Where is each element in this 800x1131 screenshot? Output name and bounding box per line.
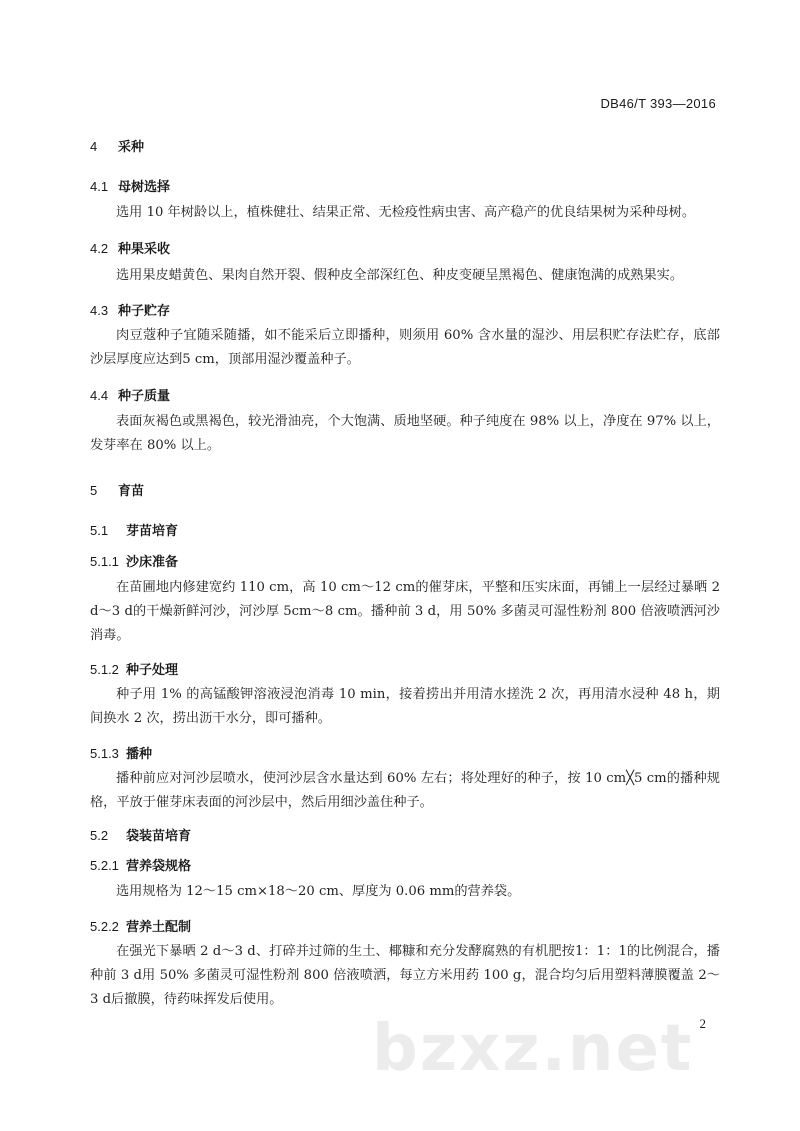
section-4-2-text: 选用果皮蜡黄色、果肉自然开裂、假种皮全部深红色、种皮变硬呈黑褐色、健康饱满的成熟果实。 xyxy=(116,268,684,283)
section-number: 5 xyxy=(90,483,98,498)
section-5-1-2-heading xyxy=(90,659,178,678)
section-5-2-heading xyxy=(90,825,191,844)
page-number: 2 xyxy=(699,1016,706,1031)
section-title: 种果采收 xyxy=(118,242,171,257)
section-number: 5.1.3 xyxy=(90,746,119,761)
section-title: 育苗 xyxy=(118,484,145,499)
section-5-2-2-heading xyxy=(90,916,191,935)
section-title: 播种 xyxy=(126,747,153,762)
section-4-4-heading xyxy=(90,385,170,404)
section-5-1-1-heading xyxy=(90,551,178,570)
section-number: 4 xyxy=(90,139,98,154)
section-4-1-heading xyxy=(90,176,170,195)
section-4-2-heading xyxy=(90,238,170,257)
section-5-2-1-text: 选用规格为 12～15 cm×18～20 cm、厚度为 0.06 mm的营养袋。 xyxy=(116,884,521,899)
section-title: 种子质量 xyxy=(118,389,171,404)
section-number: 5.2.1 xyxy=(90,858,119,873)
section-title: 采种 xyxy=(118,140,145,155)
section-title: 沙床准备 xyxy=(126,555,179,570)
section-number: 5.2 xyxy=(90,828,109,843)
section-title: 种子贮存 xyxy=(118,304,171,319)
section-title: 营养土配制 xyxy=(126,920,192,935)
section-title: 营养袋规格 xyxy=(126,859,192,874)
section-title: 袋装苗培育 xyxy=(126,829,192,844)
section-title: 种子处理 xyxy=(126,663,179,678)
section-number: 5.1.1 xyxy=(90,554,119,569)
document-code: DB46/T 393—2016 xyxy=(600,96,716,111)
section-number: 5.1 xyxy=(90,523,109,538)
section-number: 4.1 xyxy=(90,179,109,194)
section-5-1-heading xyxy=(90,520,178,539)
section-5-2-1-heading xyxy=(90,855,191,874)
section-5-heading xyxy=(90,480,144,499)
section-4-3-text: 肉豆蔻种子宜随采随播，如不能采后立即播种，则须用 60% 含水量的湿沙、用层积贮存法贮存，底部沙层厚度应达到5 cm，顶部用湿沙覆盖种子。 xyxy=(90,328,720,367)
section-number: 4.3 xyxy=(90,303,109,318)
watermark: bzxz.net xyxy=(372,1012,694,1086)
section-4-4-text: 表面灰褐色或黑褐色，较光滑油亮，个大饱满、质地坚硬。种子纯度在 98% 以上，净度在 97% 以上，发芽率在 80% 以上。 xyxy=(90,414,720,453)
section-number: 5.1.2 xyxy=(90,662,119,677)
section-title: 母树选择 xyxy=(118,180,171,195)
section-5-1-3-heading xyxy=(90,743,152,762)
section-4-1-text: 选用 10 年树龄以上，植株健壮、结果正常、无检疫性病虫害、高产稳产的优良结果树为采种母树。 xyxy=(116,205,696,220)
section-number: 4.2 xyxy=(90,241,109,256)
section-title: 芽苗培育 xyxy=(126,524,179,539)
section-number: 4.4 xyxy=(90,388,109,403)
section-5-1-1-text: 在苗圃地内修建宽约 110 cm，高 10 cm～12 cm的催芽床，平整和压实床面，再铺上一层经过暴晒 2 d～3 d的干燥新鲜河沙，河沙厚 5cm～8 cm。播种前 3 d，用 50% 多菌灵可湿性粉剂 800 倍液喷洒河沙消毒。 xyxy=(90,580,720,643)
section-5-2-2-text: 在强光下暴晒 2 d～3 d、打碎并过筛的生土、椰糠和充分发酵腐熟的有机肥按1：1：1的比例混合，播种前 3 d用 50% 多菌灵可湿性粉剂 800 倍液喷洒，每立方米用药 100 g，混合均匀后用塑料薄膜覆盖 2～3 d后撤膜，待药味挥发后使用。 xyxy=(90,944,720,1007)
section-4-heading xyxy=(90,136,144,155)
section-5-1-3-text: 播种前应对河沙层喷水，使河沙层含水量达到 60% 左右；将处理好的种子，按 10 cm╳5 cm的播种规格，平放于催芽床表面的河沙层中，然后用细沙盖住种子。 xyxy=(90,771,720,810)
section-number: 5.2.2 xyxy=(90,919,119,934)
section-5-1-2-text: 种子用 1% 的高锰酸钾溶液浸泡消毒 10 min，接着捞出并用清水搓洗 2 次，再用清水浸种 48 h，期间换水 2 次，捞出沥干水分，即可播种。 xyxy=(90,687,720,726)
section-4-3-heading xyxy=(90,300,170,319)
